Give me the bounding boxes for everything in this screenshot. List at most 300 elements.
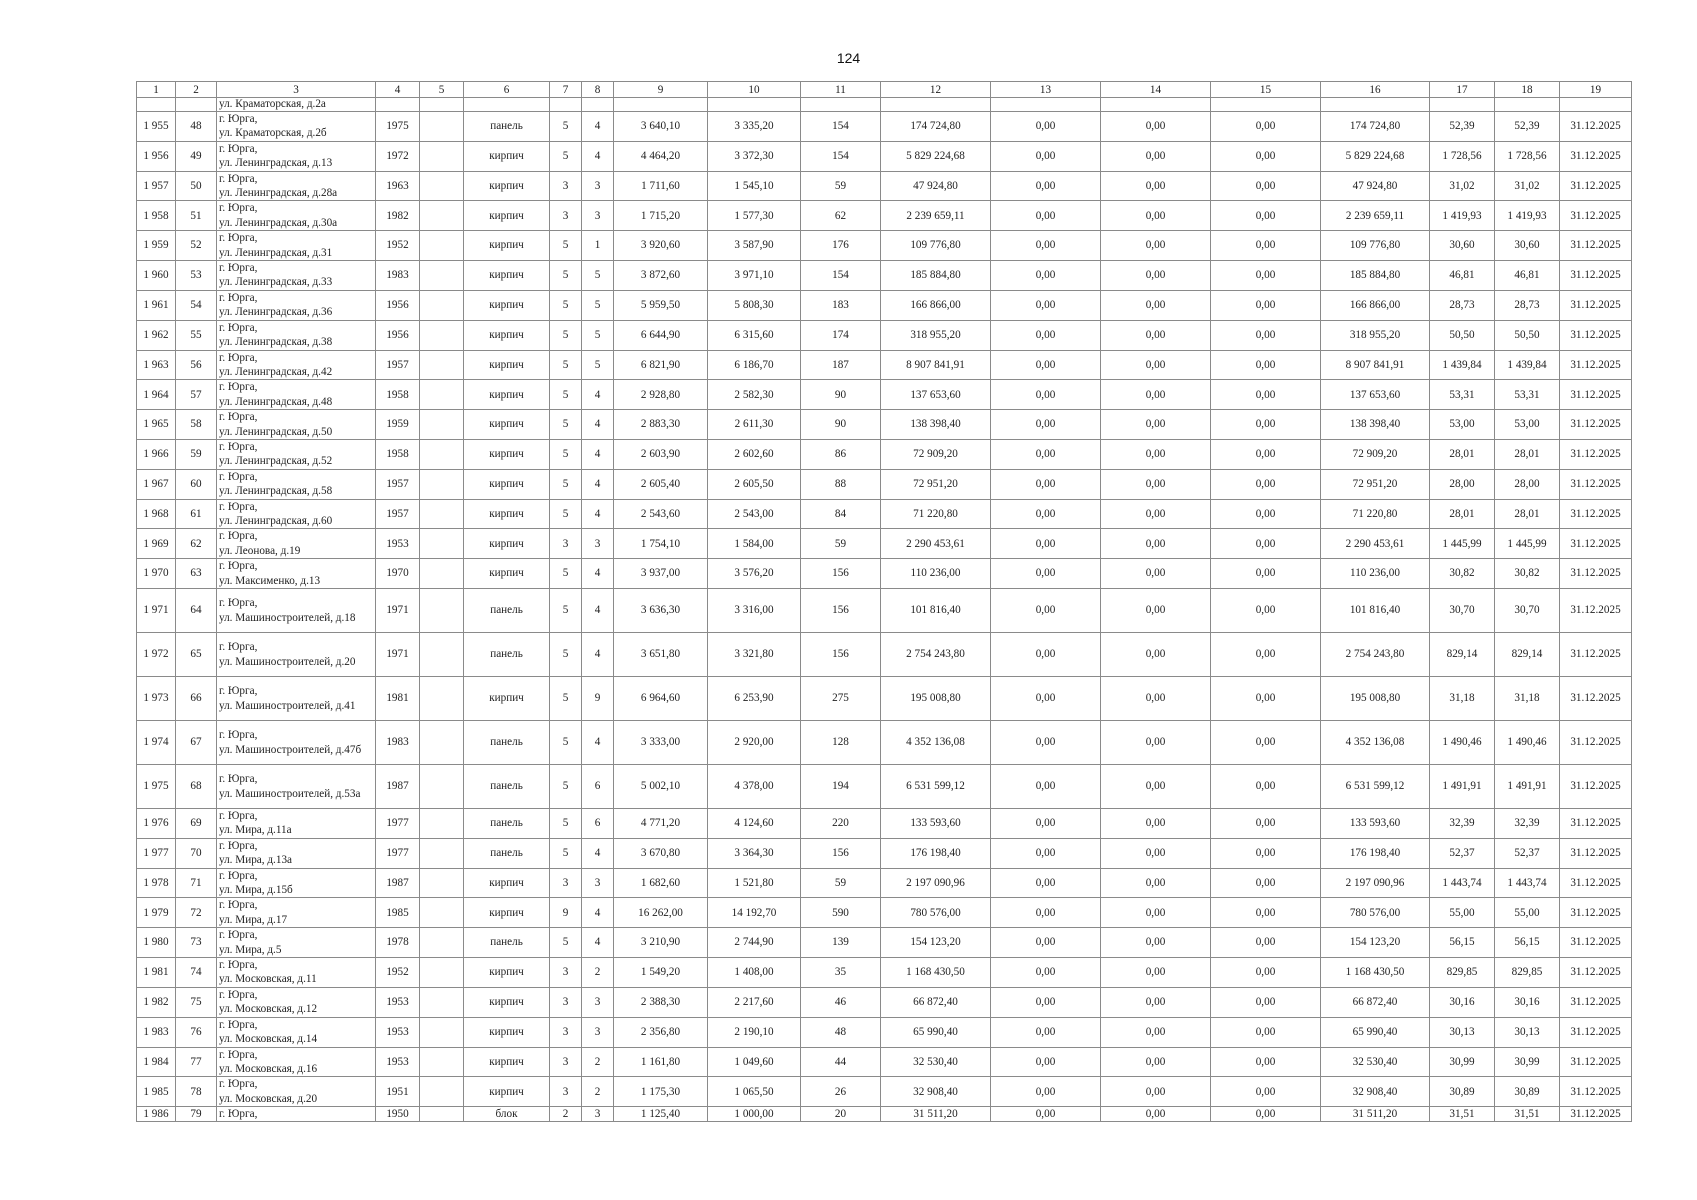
cell-col13: 0,00 xyxy=(991,1017,1101,1047)
cell-total-cost: 2 754 243,80 xyxy=(881,633,991,677)
cell-wall-material: кирпич xyxy=(464,868,550,898)
cell-residents: 590 xyxy=(801,898,881,928)
cell-col5 xyxy=(420,112,464,142)
cell-address xyxy=(217,290,376,320)
table-row xyxy=(137,1107,1632,1122)
cell-col17: 28,73 xyxy=(1430,290,1495,320)
cell-floors: 5 xyxy=(550,677,582,721)
cell-residents: 174 xyxy=(801,320,881,350)
cell-year: 1982 xyxy=(376,201,420,231)
cell-col15: 0,00 xyxy=(1211,261,1321,291)
cell-residents: 275 xyxy=(801,677,881,721)
cell-wall-material: кирпич xyxy=(464,987,550,1017)
cell-residents: 156 xyxy=(801,559,881,589)
cell-col13: 0,00 xyxy=(991,1047,1101,1077)
cell-year: 1987 xyxy=(376,868,420,898)
cell-col5 xyxy=(420,928,464,958)
cell-col17: 31,18 xyxy=(1430,677,1495,721)
cell-col13: 0,00 xyxy=(991,928,1101,958)
cell-record-number: 1 983 xyxy=(137,1017,176,1047)
cell-record-number: 1 981 xyxy=(137,958,176,988)
cell-col15: 0,00 xyxy=(1211,589,1321,633)
cell-col15: 0,00 xyxy=(1211,987,1321,1017)
cell-col15: 0,00 xyxy=(1211,1077,1321,1107)
cell-col14: 0,00 xyxy=(1101,1017,1211,1047)
cell-col14: 0,00 xyxy=(1101,898,1211,928)
cell-year: 1957 xyxy=(376,499,420,529)
cell-total-cost: 66 872,40 xyxy=(881,987,991,1017)
cell-col14: 0,00 xyxy=(1101,290,1211,320)
cell-col14: 0,00 xyxy=(1101,677,1211,721)
cell-col15: 0,00 xyxy=(1211,633,1321,677)
address-city: г. Юрга, xyxy=(219,959,258,972)
cell-total-area: 2 883,30 xyxy=(614,410,708,440)
cell-col15: 0,00 xyxy=(1211,499,1321,529)
cell-living-area: 1 545,10 xyxy=(708,171,801,201)
cell-deadline: 31.12.2025 xyxy=(1560,499,1632,529)
cell-owner-funds: 166 866,00 xyxy=(1321,290,1430,320)
cell-deadline: 31.12.2025 xyxy=(1560,410,1632,440)
cell-empty xyxy=(464,98,550,112)
cell-owner-funds: 780 576,00 xyxy=(1321,898,1430,928)
cell-col15: 0,00 xyxy=(1211,677,1321,721)
cell-total-area: 4 464,20 xyxy=(614,141,708,171)
cell-total-cost: 318 955,20 xyxy=(881,320,991,350)
address-street: ул. Ленинградская, д.42 xyxy=(219,365,333,378)
cell-empty xyxy=(550,98,582,112)
cell-floors: 5 xyxy=(550,633,582,677)
cell-col15: 0,00 xyxy=(1211,410,1321,440)
cell-residents: 88 xyxy=(801,469,881,499)
cell-address xyxy=(217,928,376,958)
cell-address xyxy=(217,809,376,839)
cell-col15: 0,00 xyxy=(1211,290,1321,320)
cell-deadline: 31.12.2025 xyxy=(1560,469,1632,499)
cell-floors: 5 xyxy=(550,112,582,142)
cell-address xyxy=(217,633,376,677)
cell-col5 xyxy=(420,677,464,721)
cell-address xyxy=(217,141,376,171)
cell-entrances: 3 xyxy=(582,987,614,1017)
column-header-5: 5 xyxy=(420,82,464,98)
cell-owner-funds: 71 220,80 xyxy=(1321,499,1430,529)
cell-total-cost: 72 909,20 xyxy=(881,439,991,469)
cell-col5 xyxy=(420,201,464,231)
cell-total-area: 1 682,60 xyxy=(614,868,708,898)
cell-year: 1956 xyxy=(376,290,420,320)
table-body xyxy=(137,98,1632,1122)
cell-col5 xyxy=(420,350,464,380)
cell-address xyxy=(217,410,376,440)
address-street: ул. Ленинградская, д.50 xyxy=(219,425,333,438)
column-header-16: 16 xyxy=(1321,82,1430,98)
cell-owner-funds: 154 123,20 xyxy=(1321,928,1430,958)
cell-entrances: 3 xyxy=(582,1107,614,1122)
cell-owner-funds: 47 924,80 xyxy=(1321,171,1430,201)
cell-entrances: 6 xyxy=(582,809,614,839)
cell-total-area: 1 715,20 xyxy=(614,201,708,231)
column-header-19: 19 xyxy=(1560,82,1632,98)
cell-deadline: 31.12.2025 xyxy=(1560,633,1632,677)
page-number: 124 xyxy=(836,50,861,66)
cell-living-area: 6 253,90 xyxy=(708,677,801,721)
cell-entrances: 3 xyxy=(582,201,614,231)
table-row xyxy=(137,928,1632,958)
cell-col14: 0,00 xyxy=(1101,350,1211,380)
address-city: г. Юрга, xyxy=(219,232,258,245)
cell-floors: 5 xyxy=(550,589,582,633)
address-city: г. Юрга, xyxy=(219,685,258,698)
cell-total-cost: 5 829 224,68 xyxy=(881,141,991,171)
cell-living-area: 1 049,60 xyxy=(708,1047,801,1077)
cell-col15: 0,00 xyxy=(1211,380,1321,410)
cell-col5 xyxy=(420,559,464,589)
address-city: г. Юрга, xyxy=(219,1048,258,1061)
address-city: г. Юрга, xyxy=(219,869,258,882)
cell-item-number: 65 xyxy=(176,633,217,677)
cell-living-area: 5 808,30 xyxy=(708,290,801,320)
cell-record-number: 1 960 xyxy=(137,261,176,291)
address-street: ул. Машиностроителей, д.53а xyxy=(219,787,361,800)
address-street: ул. Ленинградская, д.48 xyxy=(219,395,333,408)
cell-record-number: 1 964 xyxy=(137,380,176,410)
cell-entrances: 4 xyxy=(582,439,614,469)
address-city: г. Юрга, xyxy=(219,988,258,1001)
table-row xyxy=(137,1017,1632,1047)
cell-floors: 5 xyxy=(550,350,582,380)
table-row xyxy=(137,380,1632,410)
cell-total-area: 1 175,30 xyxy=(614,1077,708,1107)
cell-owner-funds: 1 168 430,50 xyxy=(1321,958,1430,988)
cell-owner-funds: 66 872,40 xyxy=(1321,987,1430,1017)
cell-col13: 0,00 xyxy=(991,559,1101,589)
table-row xyxy=(137,765,1632,809)
cell-col18: 30,89 xyxy=(1495,1077,1560,1107)
cell-col14: 0,00 xyxy=(1101,201,1211,231)
cell-deadline: 31.12.2025 xyxy=(1560,809,1632,839)
cell-floors: 5 xyxy=(550,320,582,350)
cell-deadline: 31.12.2025 xyxy=(1560,320,1632,350)
cell-col13: 0,00 xyxy=(991,112,1101,142)
cell-floors: 5 xyxy=(550,765,582,809)
column-header-4: 4 xyxy=(376,82,420,98)
cell-year: 1953 xyxy=(376,529,420,559)
cell-col15: 0,00 xyxy=(1211,112,1321,142)
cell-item-number: 62 xyxy=(176,529,217,559)
cell-col5 xyxy=(420,261,464,291)
cell-item-number: 75 xyxy=(176,987,217,1017)
cell-col14: 0,00 xyxy=(1101,529,1211,559)
cell-deadline: 31.12.2025 xyxy=(1560,898,1632,928)
cell-item-number: 70 xyxy=(176,838,217,868)
cell-item-number: 69 xyxy=(176,809,217,839)
cell-living-area: 1 577,30 xyxy=(708,201,801,231)
cell-deadline: 31.12.2025 xyxy=(1560,201,1632,231)
cell-year: 1978 xyxy=(376,928,420,958)
cell-wall-material: кирпич xyxy=(464,201,550,231)
cell-address xyxy=(217,987,376,1017)
cell-wall-material: панель xyxy=(464,838,550,868)
column-header-7: 7 xyxy=(550,82,582,98)
cell-col18: 1 491,91 xyxy=(1495,765,1560,809)
cell-address xyxy=(217,112,376,142)
cell-total-cost: 2 239 659,11 xyxy=(881,201,991,231)
cell-owner-funds: 8 907 841,91 xyxy=(1321,350,1430,380)
cell-col13: 0,00 xyxy=(991,201,1101,231)
cell-total-cost: 6 531 599,12 xyxy=(881,765,991,809)
cell-wall-material: кирпич xyxy=(464,171,550,201)
cell-col17: 829,85 xyxy=(1430,958,1495,988)
cell-col13: 0,00 xyxy=(991,439,1101,469)
cell-col5 xyxy=(420,765,464,809)
cell-total-cost: 8 907 841,91 xyxy=(881,350,991,380)
cell-owner-funds: 174 724,80 xyxy=(1321,112,1430,142)
cell-record-number: 1 966 xyxy=(137,439,176,469)
cell-total-area: 6 644,90 xyxy=(614,320,708,350)
cell-total-area: 3 210,90 xyxy=(614,928,708,958)
cell-total-cost: 47 924,80 xyxy=(881,171,991,201)
cell-col15: 0,00 xyxy=(1211,141,1321,171)
cell-address xyxy=(217,201,376,231)
cell-residents: 44 xyxy=(801,1047,881,1077)
cell-col13: 0,00 xyxy=(991,290,1101,320)
cell-year: 1957 xyxy=(376,469,420,499)
cell-residents: 59 xyxy=(801,171,881,201)
cell-residents: 187 xyxy=(801,350,881,380)
cell-residents: 128 xyxy=(801,721,881,765)
cell-address xyxy=(217,1107,376,1122)
address-city: г. Юрга, xyxy=(219,1078,258,1091)
cell-col15: 0,00 xyxy=(1211,231,1321,261)
cell-owner-funds: 2 290 453,61 xyxy=(1321,529,1430,559)
cell-year: 1983 xyxy=(376,721,420,765)
cell-address xyxy=(217,721,376,765)
cell-empty xyxy=(708,98,801,112)
cell-residents: 154 xyxy=(801,261,881,291)
cell-col14: 0,00 xyxy=(1101,499,1211,529)
cell-empty xyxy=(801,98,881,112)
cell-col17: 31,51 xyxy=(1430,1107,1495,1122)
cell-owner-funds: 137 653,60 xyxy=(1321,380,1430,410)
cell-residents: 62 xyxy=(801,201,881,231)
cell-deadline: 31.12.2025 xyxy=(1560,439,1632,469)
cell-col18: 53,00 xyxy=(1495,410,1560,440)
cell-living-area: 2 920,00 xyxy=(708,721,801,765)
cell-total-cost: 72 951,20 xyxy=(881,469,991,499)
cell-owner-funds: 101 816,40 xyxy=(1321,589,1430,633)
cell-address xyxy=(217,350,376,380)
cell-residents: 26 xyxy=(801,1077,881,1107)
cell-residents: 139 xyxy=(801,928,881,958)
cell-residents: 156 xyxy=(801,838,881,868)
cell-record-number: 1 975 xyxy=(137,765,176,809)
cell-floors: 5 xyxy=(550,261,582,291)
cell-living-area: 6 186,70 xyxy=(708,350,801,380)
table-row xyxy=(137,868,1632,898)
table-header xyxy=(137,82,1632,98)
cell-item-number: 78 xyxy=(176,1077,217,1107)
cell-wall-material: блок xyxy=(464,1107,550,1122)
cell-col14: 0,00 xyxy=(1101,231,1211,261)
cell-wall-material: кирпич xyxy=(464,559,550,589)
cell-record-number: 1 974 xyxy=(137,721,176,765)
cell-wall-material: панель xyxy=(464,721,550,765)
cell-empty xyxy=(1211,98,1321,112)
cell-owner-funds: 195 008,80 xyxy=(1321,677,1430,721)
cell-total-area: 1 711,60 xyxy=(614,171,708,201)
cell-total-cost: 166 866,00 xyxy=(881,290,991,320)
cell-entrances: 9 xyxy=(582,677,614,721)
cell-entrances: 3 xyxy=(582,1017,614,1047)
cell-address xyxy=(217,439,376,469)
cell-item-number: 51 xyxy=(176,201,217,231)
table-row xyxy=(137,633,1632,677)
cell-residents: 156 xyxy=(801,633,881,677)
cell-col5 xyxy=(420,868,464,898)
cell-living-area: 4 378,00 xyxy=(708,765,801,809)
cell-col5 xyxy=(420,529,464,559)
cell-record-number: 1 985 xyxy=(137,1077,176,1107)
cell-record-number: 1 957 xyxy=(137,171,176,201)
cell-record-number: 1 961 xyxy=(137,290,176,320)
cell-col18: 53,31 xyxy=(1495,380,1560,410)
cell-col18: 52,39 xyxy=(1495,112,1560,142)
address-city: г. Юрга, xyxy=(219,172,258,185)
cell-residents: 20 xyxy=(801,1107,881,1122)
cell-total-cost: 110 236,00 xyxy=(881,559,991,589)
cell-col17: 1 490,46 xyxy=(1430,721,1495,765)
cell-entrances: 5 xyxy=(582,290,614,320)
table-row xyxy=(137,677,1632,721)
cell-total-cost: 32 530,40 xyxy=(881,1047,991,1077)
cell-col14: 0,00 xyxy=(1101,958,1211,988)
cell-col18: 1 443,74 xyxy=(1495,868,1560,898)
cell-col13: 0,00 xyxy=(991,958,1101,988)
column-header-11: 11 xyxy=(801,82,881,98)
address-city: г. Юрга, xyxy=(219,440,258,453)
table-row xyxy=(137,1077,1632,1107)
cell-empty xyxy=(881,98,991,112)
cell-year: 1977 xyxy=(376,809,420,839)
cell-col14: 0,00 xyxy=(1101,469,1211,499)
cell-col17: 30,60 xyxy=(1430,231,1495,261)
cell-living-area: 1 065,50 xyxy=(708,1077,801,1107)
column-header-2: 2 xyxy=(176,82,217,98)
cell-col15: 0,00 xyxy=(1211,320,1321,350)
cell-empty xyxy=(1430,98,1495,112)
address-city: г. Юрга, xyxy=(219,470,258,483)
cell-year: 1975 xyxy=(376,112,420,142)
cell-entrances: 4 xyxy=(582,380,614,410)
cell-owner-funds: 32 530,40 xyxy=(1321,1047,1430,1077)
cell-record-number: 1 971 xyxy=(137,589,176,633)
cell-item-number: 52 xyxy=(176,231,217,261)
cell-col18: 55,00 xyxy=(1495,898,1560,928)
cell-col14: 0,00 xyxy=(1101,987,1211,1017)
cell-address xyxy=(217,838,376,868)
cell-deadline: 31.12.2025 xyxy=(1560,1017,1632,1047)
cell-item-number: 74 xyxy=(176,958,217,988)
cell-col13: 0,00 xyxy=(991,529,1101,559)
cell-total-area: 4 771,20 xyxy=(614,809,708,839)
table-row xyxy=(137,1047,1632,1077)
cell-col15: 0,00 xyxy=(1211,868,1321,898)
cell-col5 xyxy=(420,589,464,633)
cell-entrances: 2 xyxy=(582,958,614,988)
cell-year: 1959 xyxy=(376,410,420,440)
cell-deadline: 31.12.2025 xyxy=(1560,987,1632,1017)
cell-total-cost: 71 220,80 xyxy=(881,499,991,529)
cell-floors: 5 xyxy=(550,141,582,171)
cell-col18: 30,70 xyxy=(1495,589,1560,633)
cell-residents: 84 xyxy=(801,499,881,529)
cell-address xyxy=(217,529,376,559)
cell-col14: 0,00 xyxy=(1101,410,1211,440)
cell-col13: 0,00 xyxy=(991,1107,1101,1122)
address-street: ул. Леонова, д.19 xyxy=(219,544,301,557)
cell-col14: 0,00 xyxy=(1101,838,1211,868)
address-city: г. Юрга, xyxy=(219,1108,258,1121)
cell-item-number: 61 xyxy=(176,499,217,529)
cell-owner-funds: 176 198,40 xyxy=(1321,838,1430,868)
cell-item-number: 68 xyxy=(176,765,217,809)
cell-record-number: 1 978 xyxy=(137,868,176,898)
cell-year: 1957 xyxy=(376,350,420,380)
address-street: ул. Ленинградская, д.36 xyxy=(219,306,333,319)
column-header-17: 17 xyxy=(1430,82,1495,98)
column-header-3: 3 xyxy=(217,82,376,98)
cell-living-area: 2 611,30 xyxy=(708,410,801,440)
address-street: ул. Машиностроителей, д.41 xyxy=(219,699,356,712)
cell-wall-material: кирпич xyxy=(464,529,550,559)
cell-col14: 0,00 xyxy=(1101,439,1211,469)
cell-wall-material: панель xyxy=(464,112,550,142)
cell-col5 xyxy=(420,290,464,320)
cell-item-number: 59 xyxy=(176,439,217,469)
cell-col17: 53,00 xyxy=(1430,410,1495,440)
cell-year: 1963 xyxy=(376,171,420,201)
address-street: ул. Машиностроителей, д.18 xyxy=(219,611,356,624)
table-row xyxy=(137,320,1632,350)
cell-floors: 3 xyxy=(550,1077,582,1107)
cell-living-area: 3 372,30 xyxy=(708,141,801,171)
cell-item-number: 63 xyxy=(176,559,217,589)
cell-item-number: 66 xyxy=(176,677,217,721)
cell-col13: 0,00 xyxy=(991,987,1101,1017)
cell-owner-funds: 185 884,80 xyxy=(1321,261,1430,291)
cell-owner-funds: 138 398,40 xyxy=(1321,410,1430,440)
table-row xyxy=(137,721,1632,765)
address-street: ул. Мира, д.5 xyxy=(219,943,282,956)
address-street: ул. Московская, д.14 xyxy=(219,1033,318,1046)
cell-wall-material: кирпич xyxy=(464,439,550,469)
cell-total-area: 2 928,80 xyxy=(614,380,708,410)
cell-living-area: 3 971,10 xyxy=(708,261,801,291)
cell-wall-material: кирпич xyxy=(464,898,550,928)
cell-col5 xyxy=(420,898,464,928)
cell-owner-funds: 2 197 090,96 xyxy=(1321,868,1430,898)
cell-entrances: 1 xyxy=(582,231,614,261)
cell-col13: 0,00 xyxy=(991,231,1101,261)
cell-wall-material: кирпич xyxy=(464,410,550,440)
cell-wall-material: кирпич xyxy=(464,499,550,529)
address-city: г. Юрга, xyxy=(219,729,258,742)
cell-floors: 5 xyxy=(550,231,582,261)
cell-col18: 30,13 xyxy=(1495,1017,1560,1047)
cell-col14: 0,00 xyxy=(1101,380,1211,410)
cell-residents: 194 xyxy=(801,765,881,809)
cell-item-number: 58 xyxy=(176,410,217,440)
